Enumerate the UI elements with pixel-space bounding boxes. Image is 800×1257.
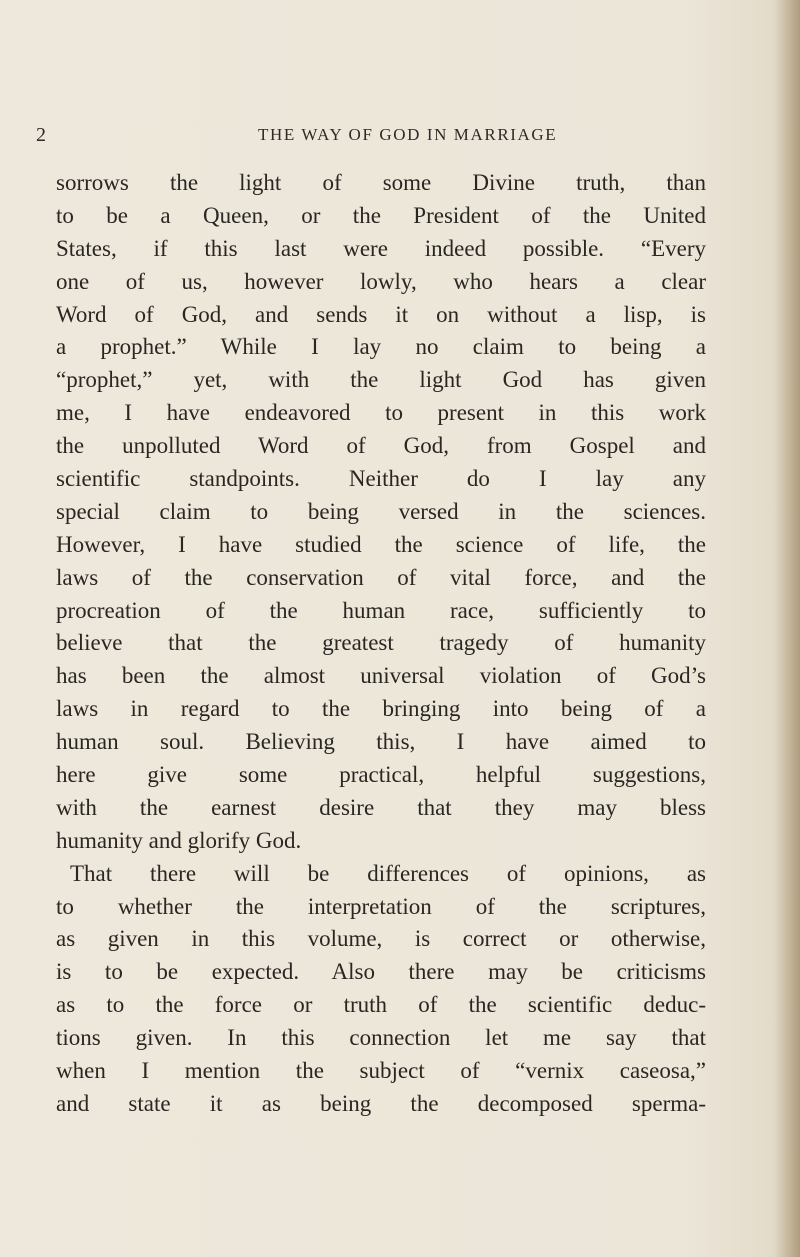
text-line: human soul. Believing this, I have aimed to xyxy=(56,729,706,755)
running-title: THE WAY OF GOD IN MARRIAGE xyxy=(258,125,558,144)
text-line: to whether the interpretation of the scriptures, xyxy=(56,893,706,919)
text-line: here give some practical, helpful suggestions, xyxy=(56,762,706,788)
paragraph-end-line: humanity and glorify God. xyxy=(56,827,302,853)
text-line: as given in this volume, is correct or otherwise, xyxy=(56,926,706,952)
text-line: laws of the conservation of vital force, and the xyxy=(56,564,706,590)
text-line: a prophet.” While I lay no claim to being a xyxy=(56,334,706,360)
page-header xyxy=(0,123,800,147)
text-line: one of us, however lowly, who hears a clear xyxy=(56,268,706,294)
page-number: 2 xyxy=(36,124,46,146)
text-line: is to be expected. Also there may be criticisms xyxy=(56,959,706,985)
paragraph-start-line: That there will be differences of opinions, as xyxy=(70,860,706,886)
page-edge-shadow xyxy=(774,0,800,1257)
text-line: Word of God, and sends it on without a lisp, is xyxy=(56,301,706,327)
text-line: States, if this last were indeed possible. “Every xyxy=(56,235,706,261)
text-line: has been the almost universal violation of God’s xyxy=(56,663,706,689)
text-line: as to the force or truth of the scientific deduc- xyxy=(56,992,706,1018)
text-line: believe that the greatest tragedy of humanity xyxy=(56,630,706,656)
text-line: However, I have studied the science of life, the xyxy=(56,531,706,557)
text-line: procreation of the human race, sufficiently to xyxy=(56,597,706,623)
text-line: special claim to being versed in the sciences. xyxy=(56,498,706,524)
text-line: when I mention the subject of “vernix caseosa,” xyxy=(56,1058,706,1084)
text-line: me, I have endeavored to present in this work xyxy=(56,400,706,426)
text-line: scientific standpoints. Neither do I lay any xyxy=(56,466,706,492)
body-text xyxy=(56,167,706,1121)
text-line: sorrows the light of some Divine truth, than xyxy=(56,170,706,195)
text-line: laws in regard to the bringing into being of a xyxy=(56,696,706,722)
text-line: tions given. In this connection let me say that xyxy=(56,1025,706,1051)
text-line: “prophet,” yet, with the light God has given xyxy=(56,367,706,393)
text-line: to be a Queen, or the President of the United xyxy=(56,202,706,228)
text-line: the unpolluted Word of God, from Gospel and xyxy=(56,433,706,459)
text-line: with the earnest desire that they may bless xyxy=(56,794,706,820)
text-line: and state it as being the decomposed sperma- xyxy=(56,1090,706,1116)
